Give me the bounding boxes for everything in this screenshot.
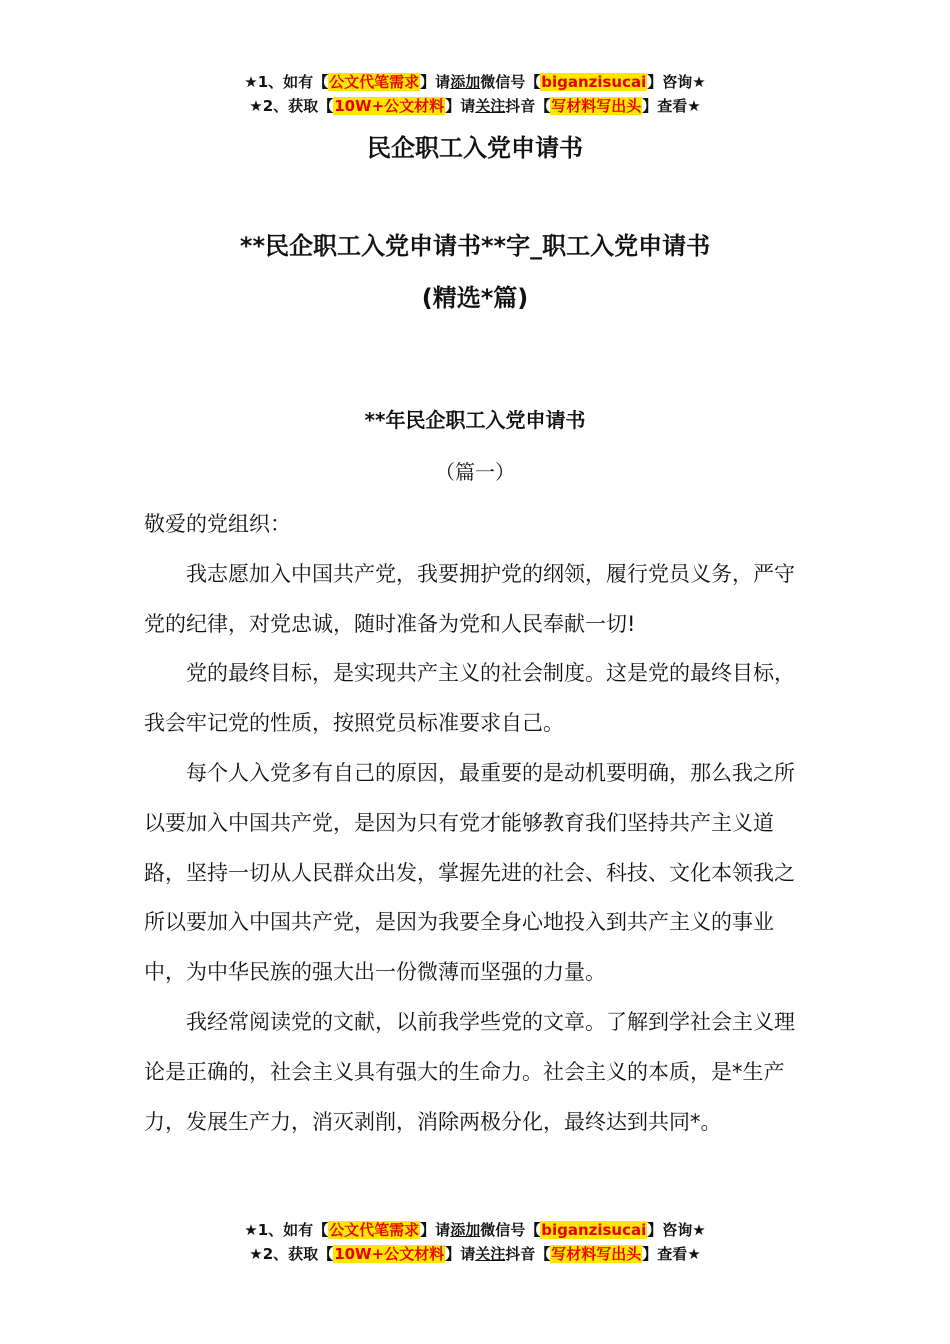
promo-highlight: 写材料写出头 [551,97,642,115]
promo-underline: 添加 [450,1221,481,1239]
promo-line-1 [0,1218,950,1242]
promo-highlight: 公文代笔需求 [329,73,420,91]
section-title: **年民企职工入党申请书 [364,408,586,432]
promo-highlight: biganzisucai [541,73,647,91]
promo-text: ★1、如有【 [244,1221,329,1239]
main-title-line-2: (精选*篇) [421,284,529,312]
promo-text: 】请 [445,1245,476,1263]
paragraph: 每个人入党多有自己的原因，最重要的是动机要明确，那么我之所以要加入中国共产党，是因为只有党才能够教育我们坚持共产主义道路，坚持一切从人民群众出发，掌握先进的社会、科技、文化本领我之所以要加入中国共产党，是因为我要全身心地投入到共产主义的事业中，为中华民族的强大出一份微薄而坚强的力量。 [144,760,795,985]
promo-text: 】请 [420,73,451,91]
promo-text: 】查看★ [642,1245,701,1263]
promo-text: 】咨询★ [647,1221,706,1239]
promo-text: 微信号【 [480,1221,541,1239]
promo-text: 】咨询★ [647,73,706,91]
promo-underline: 添加 [450,73,481,91]
promo-text: 】请 [420,1221,451,1239]
main-title [0,220,950,324]
promo-underline: 关注 [475,97,506,115]
promo-highlight: biganzisucai [541,1221,647,1239]
promo-text: 抖音【 [505,97,551,115]
paragraph: 我经常阅读党的文献，以前我学些党的文章。了解到学社会主义理论是正确的，社会主义具有强大的生命力。社会主义的本质，是*生产力，发展生产力，消灭剥削，消除两极分化，最终达到共同*。 [144,1009,795,1134]
promo-line-2 [0,94,950,118]
promo-highlight: 写材料写出头 [551,1245,642,1263]
promo-line-1 [0,70,950,94]
promo-text: 】请 [445,97,476,115]
promo-text: ★2、获取【 [249,97,334,115]
document-body [144,500,806,1147]
promo-highlight: 10W+公文材料 [334,97,445,115]
promo-header [0,70,950,118]
promo-footer [0,1218,950,1266]
promo-highlight: 公文代笔需求 [329,1221,420,1239]
paragraph: 党的最终目标，是实现共产主义的社会制度。这是党的最终目标，我会牢记党的性质，按照党员标准要求自己。 [144,661,795,736]
promo-text: 微信号【 [480,73,541,91]
section-subtitle: （篇一） [435,460,515,484]
salutation: 敬爱的党组织： [144,512,291,536]
promo-line-2 [0,1242,950,1266]
main-title-line-1: **民企职工入党申请书**字_职工入党申请书 [239,232,711,260]
paragraph: 我志愿加入中国共产党，我要拥护党的纲领，履行党员义务，严守党的纪律，对党忠诚，随时准备为党和人民奉献一切! [144,561,795,636]
promo-text: ★1、如有【 [244,73,329,91]
document-title: 民企职工入党申请书 [367,134,583,162]
promo-underline: 关注 [475,1245,506,1263]
promo-text: 】查看★ [642,97,701,115]
promo-text: ★2、获取【 [249,1245,334,1263]
promo-text: 抖音【 [505,1245,551,1263]
promo-highlight: 10W+公文材料 [334,1245,445,1263]
